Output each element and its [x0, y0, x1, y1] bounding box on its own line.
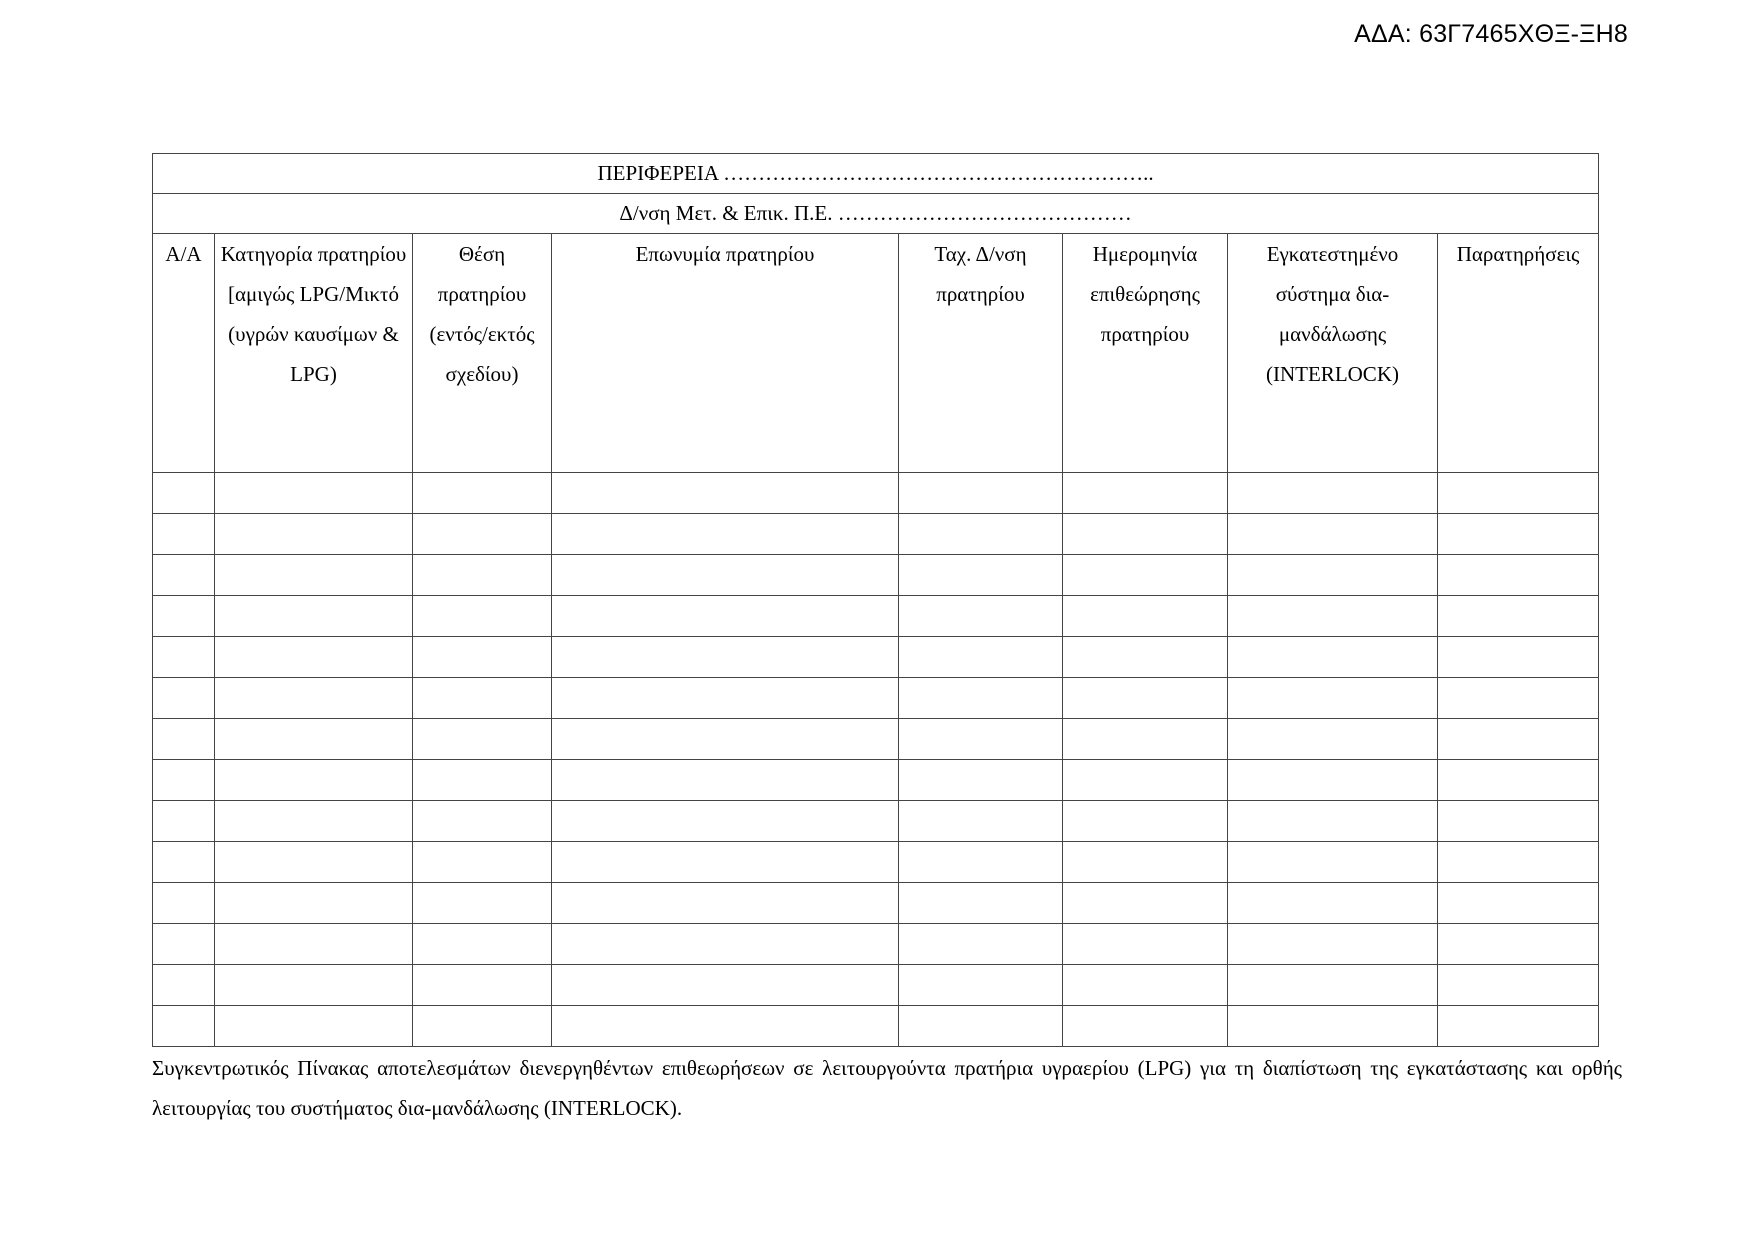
table-cell	[1438, 924, 1599, 965]
table-cell	[153, 801, 215, 842]
table-cell	[413, 924, 552, 965]
table-cell	[215, 1006, 413, 1047]
table-cell	[899, 842, 1063, 883]
table-cell	[552, 678, 899, 719]
table-cell	[153, 883, 215, 924]
table-cell	[552, 924, 899, 965]
table-cell	[899, 514, 1063, 555]
table-cell	[215, 883, 413, 924]
table-cell	[215, 801, 413, 842]
table-cell	[1228, 555, 1438, 596]
col-header-location: Θέση πρατηρίου (εντός/εκτός σχεδίου)	[413, 234, 552, 473]
table-cell	[153, 924, 215, 965]
table-caption: Συγκεντρωτικός Πίνακας αποτελεσμάτων διενεργηθέντων επιθεωρήσεων σε λειτουργούντα πρατήρια υγραερίου (LPG) για τη διαπίστωση της εγκατάστασης και ορθής λειτουργίας του συστήματος δια-μανδάλωσης (INTERLOCK).	[152, 1056, 1622, 1120]
table-cell	[215, 596, 413, 637]
inspection-summary-table	[152, 153, 1599, 1047]
table-cell	[552, 1006, 899, 1047]
table-cell	[153, 555, 215, 596]
table-cell	[1438, 473, 1599, 514]
region-row	[153, 154, 1599, 194]
table-row	[153, 760, 1599, 801]
table-cell	[899, 965, 1063, 1006]
table-cell	[1063, 801, 1228, 842]
col-header-category: Κατηγορία πρατηρίου [αμιγώς LPG/Μικτό (υγρών καυσίμων & LPG)	[215, 234, 413, 473]
table-cell	[1228, 760, 1438, 801]
table-cell	[552, 637, 899, 678]
table-cell	[1063, 514, 1228, 555]
col-header-name: Επωνυμία πρατηρίου	[552, 234, 899, 473]
table-row	[153, 678, 1599, 719]
table-cell	[1063, 637, 1228, 678]
table-cell	[413, 842, 552, 883]
table-cell	[1438, 883, 1599, 924]
table-cell	[1063, 473, 1228, 514]
table-cell	[1063, 678, 1228, 719]
table-cell	[899, 637, 1063, 678]
column-header-row	[153, 234, 1599, 473]
table-cell	[1228, 719, 1438, 760]
table-row	[153, 801, 1599, 842]
table-cell	[215, 678, 413, 719]
table-cell	[1228, 924, 1438, 965]
table-cell	[215, 637, 413, 678]
table-cell	[1438, 555, 1599, 596]
table-cell	[1063, 760, 1228, 801]
table-cell	[413, 555, 552, 596]
table-cell	[1438, 801, 1599, 842]
table-cell	[1063, 883, 1228, 924]
col-header-interlock: Εγκατεστημένο σύστημα δια-μανδάλωσης (INTERLOCK)	[1228, 234, 1438, 473]
table-cell	[1438, 842, 1599, 883]
table-cell	[153, 719, 215, 760]
table-cell	[413, 760, 552, 801]
table-cell	[552, 555, 899, 596]
table-cell	[215, 473, 413, 514]
table-cell	[1438, 719, 1599, 760]
table-cell	[1228, 473, 1438, 514]
table-cell	[153, 760, 215, 801]
table-cell	[153, 596, 215, 637]
region-line: ΠΕΡΙΦΕΡΕΙΑ ……………………………………………………..	[153, 154, 1599, 194]
table-row	[153, 842, 1599, 883]
table-cell	[1228, 965, 1438, 1006]
table-cell	[413, 637, 552, 678]
table-row	[153, 1006, 1599, 1047]
table-cell	[1228, 637, 1438, 678]
directorate-row	[153, 194, 1599, 234]
table-cell	[899, 883, 1063, 924]
table-cell	[1063, 719, 1228, 760]
table-cell	[552, 760, 899, 801]
table-row	[153, 965, 1599, 1006]
table-cell	[413, 801, 552, 842]
table-cell	[1063, 924, 1228, 965]
table-cell	[552, 719, 899, 760]
table-cell	[1063, 1006, 1228, 1047]
table-cell	[1228, 1006, 1438, 1047]
table-cell	[1063, 842, 1228, 883]
table-cell	[899, 801, 1063, 842]
table-cell	[552, 842, 899, 883]
table-cell	[552, 965, 899, 1006]
table-cell	[413, 883, 552, 924]
table-cell	[153, 473, 215, 514]
table-cell	[153, 1006, 215, 1047]
table-cell	[1063, 596, 1228, 637]
table-cell	[1438, 965, 1599, 1006]
table-cell	[1228, 678, 1438, 719]
table-cell	[413, 473, 552, 514]
table-cell	[1438, 760, 1599, 801]
table-cell	[899, 760, 1063, 801]
table-cell	[1438, 678, 1599, 719]
table-cell	[1228, 883, 1438, 924]
table-cell	[153, 678, 215, 719]
table-row	[153, 719, 1599, 760]
table-cell	[899, 678, 1063, 719]
table-cell	[1063, 965, 1228, 1006]
table-cell	[413, 514, 552, 555]
table-cell	[899, 924, 1063, 965]
directorate-line: Δ/νση Μετ. & Επικ. Π.Ε. ……………………………………	[153, 194, 1599, 234]
table-cell	[413, 678, 552, 719]
table-cell	[215, 514, 413, 555]
table-row	[153, 473, 1599, 514]
table-cell	[1438, 514, 1599, 555]
ada-code: ΑΔΑ: 63Γ7465ΧΘΞ-ΞΗ8	[1354, 20, 1628, 48]
table-row	[153, 514, 1599, 555]
table-cell	[899, 596, 1063, 637]
table-cell	[1438, 637, 1599, 678]
col-header-aa: Α/Α	[153, 234, 215, 473]
table-cell	[552, 883, 899, 924]
table-cell	[1438, 596, 1599, 637]
table-cell	[215, 760, 413, 801]
table-cell	[153, 842, 215, 883]
table-row	[153, 555, 1599, 596]
table-cell	[552, 801, 899, 842]
table-cell	[1438, 1006, 1599, 1047]
table-cell	[413, 596, 552, 637]
table-cell	[1228, 842, 1438, 883]
table-cell	[899, 473, 1063, 514]
table-row	[153, 883, 1599, 924]
table-cell	[153, 637, 215, 678]
table-cell	[215, 555, 413, 596]
table-cell	[1228, 514, 1438, 555]
col-header-remarks: Παρατηρήσεις	[1438, 234, 1599, 473]
col-header-inspection-date: Ημερομηνία επιθεώρησης πρατηρίου	[1063, 234, 1228, 473]
table-cell	[413, 965, 552, 1006]
table-cell	[552, 473, 899, 514]
table-cell	[153, 965, 215, 1006]
table-cell	[413, 719, 552, 760]
table-cell	[899, 555, 1063, 596]
table-row	[153, 924, 1599, 965]
table-cell	[215, 842, 413, 883]
table-cell	[552, 514, 899, 555]
table-row	[153, 637, 1599, 678]
table-cell	[899, 719, 1063, 760]
col-header-address: Ταχ. Δ/νση πρατηρίου	[899, 234, 1063, 473]
table-cell	[552, 596, 899, 637]
table-row	[153, 596, 1599, 637]
table-cell	[1228, 801, 1438, 842]
table-cell	[215, 965, 413, 1006]
table-cell	[1228, 596, 1438, 637]
table-cell	[1063, 555, 1228, 596]
table-cell	[413, 1006, 552, 1047]
table-cell	[215, 719, 413, 760]
table-cell	[215, 924, 413, 965]
table-cell	[899, 1006, 1063, 1047]
table-body	[153, 473, 1599, 1047]
table-cell	[153, 514, 215, 555]
